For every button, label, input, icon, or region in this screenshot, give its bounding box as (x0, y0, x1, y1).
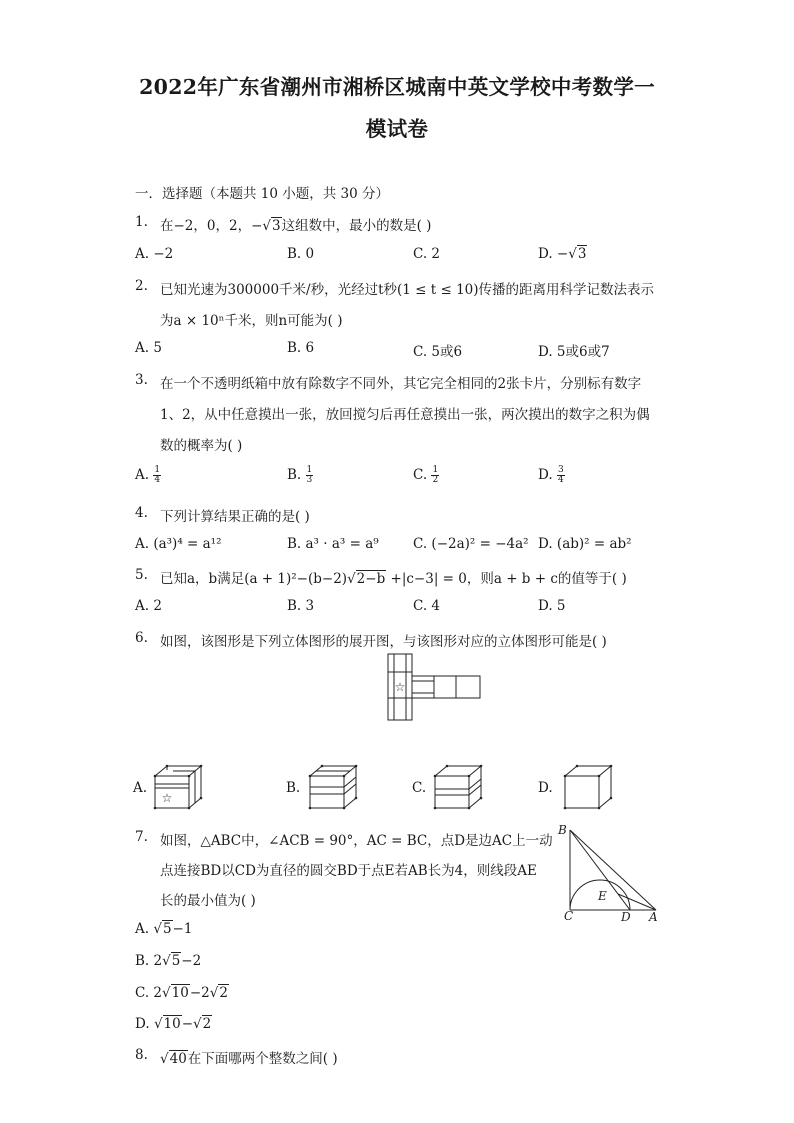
question-4-option-d: D. (ab)² = ab² (538, 536, 632, 552)
question-8-stem: √40在下面哪两个整数之间( ) (160, 1051, 338, 1067)
label-e: E (598, 889, 607, 903)
question-6-cube-b (305, 762, 361, 812)
question-4-number: 4. (135, 505, 148, 521)
question-6-option-c-label: C. (412, 780, 427, 796)
question-6-cube-a (150, 762, 206, 812)
question-3-number: 3. (135, 372, 148, 388)
triangle-abc-figure (552, 820, 667, 925)
question-3-stem-line-2: 1、2，从中任意摸出一张，放回搅匀后再任意摸出一张，两次摸出的数字之积为偶 (160, 407, 650, 423)
question-7-option-d: D. √10−√2 (135, 1016, 212, 1032)
exam-title-line-1: 2022年广东省潮州市湘桥区城南中英文学校中考数学一 (139, 75, 655, 99)
question-2-number: 2. (135, 278, 148, 294)
question-6-option-a-label: A. (133, 780, 148, 796)
question-7-number: 7. (135, 829, 148, 845)
question-2-stem-line-2: 为a × 10ⁿ千米，则n可能为( ) (160, 313, 343, 329)
question-6-stem: 如图，该图形是下列立体图形的展开图，与该图形对应的立体图形可能是( ) (160, 634, 607, 650)
question-1-stem: 在−2，0，2，−√3这组数中，最小的数是( ) (160, 218, 432, 234)
question-1-option-d: D. −√3 (538, 246, 587, 262)
question-6-cube-d (560, 762, 616, 812)
question-7-stem-line-3: 长的最小值为( ) (160, 893, 256, 909)
question-4-option-a: A. (a³)⁴ = a¹² (135, 536, 222, 552)
label-d: D (621, 910, 631, 924)
question-1-option-c: C. 2 (413, 246, 441, 262)
question-6-option-b-label: B. (286, 780, 301, 796)
question-1-number: 1. (135, 214, 148, 230)
question-5-option-c: C. 4 (413, 598, 441, 614)
question-5-option-d: D. 5 (538, 598, 566, 614)
label-c: C (564, 909, 574, 923)
question-3-option-a: A. $\frac{1}{4}$ (135, 465, 161, 485)
question-2-option-c: C. 5或6 (413, 344, 463, 360)
question-6-number: 6. (135, 630, 148, 646)
question-7-option-c: C. 2√10−2√2 (135, 985, 228, 1001)
section-heading: 一．选择题（本题共 10 小题，共 30 分） (135, 186, 390, 202)
label-a: A (649, 910, 658, 924)
question-5-number: 5. (135, 567, 148, 583)
question-3-option-c: C. $\frac{1}{2}$ (413, 465, 439, 485)
star-icon: ☆ (394, 680, 406, 694)
question-4-option-c: C. (−2a)² = −4a² (413, 536, 529, 552)
question-3-option-b: B. $\frac{1}{3}$ (287, 465, 313, 485)
question-6-option-d-label: D. (538, 780, 553, 796)
question-7-option-b: B. 2√5−2 (135, 953, 202, 969)
question-5-option-b: B. 3 (287, 598, 315, 614)
question-8-number: 8. (135, 1047, 148, 1063)
question-5-stem: 已知a，b满足(a + 1)²−(b−2)√2−b +|c−3| = 0，则a + b + c的值等于( ) (160, 571, 627, 587)
question-4-option-b: B. a³ · a³ = a⁹ (287, 536, 379, 552)
question-1-option-a: A. −2 (135, 246, 174, 262)
question-5-option-a: A. 2 (135, 598, 162, 614)
question-3-stem-line-3: 数的概率为( ) (160, 438, 243, 454)
question-3-option-d: D. $\frac{3}{4}$ (538, 465, 564, 485)
cube-net-figure (380, 650, 490, 725)
question-1-option-b: B. 0 (287, 246, 315, 262)
question-6-cube-c (430, 762, 486, 812)
question-2-option-d: D. 5或6或7 (538, 344, 610, 360)
label-b: B (558, 823, 567, 837)
question-3-stem-line-1: 在一个不透明纸箱中放有除数字不同外，其它完全相同的2张卡片，分别标有数字 (160, 376, 642, 392)
question-7-option-a: A. √5−1 (135, 921, 193, 937)
exam-title-line-2: 模试卷 (365, 117, 429, 141)
question-2-option-b: B. 6 (287, 340, 315, 356)
question-2-option-a: A. 5 (135, 340, 162, 356)
question-7-stem-line-2: 点连接BD以CD为直径的圆交BD于点E若AB长为4，则线段AE (160, 863, 537, 879)
question-7-stem-line-1: 如图，△ABC中，∠ACB = 90°，AC = BC，点D是边AC上一动 (160, 833, 553, 849)
star-icon: ☆ (161, 791, 173, 805)
question-2-stem-line-1: 已知光速为300000千米/秒，光经过t秒(1 ≤ t ≤ 10)传播的距离用科学记数法表示 (160, 282, 655, 298)
question-4-stem: 下列计算结果正确的是( ) (160, 509, 310, 525)
